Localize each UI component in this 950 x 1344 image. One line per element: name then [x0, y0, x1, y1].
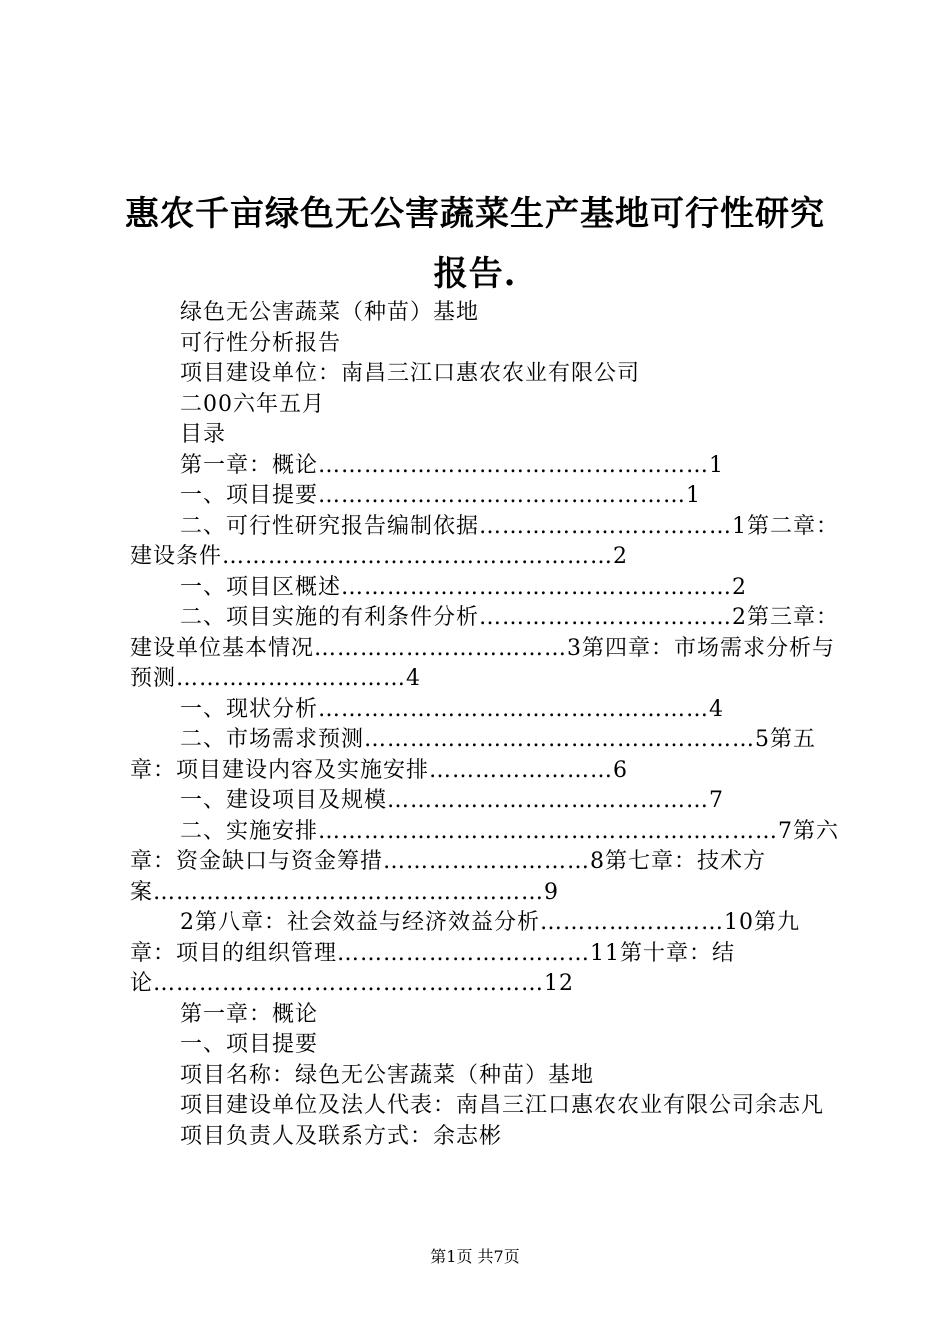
toc-entry: 2第八章：社会效益与经济效益分析……………………10第九章：项目的组织管理……………………………11第十章：结论……………………………………………12 [130, 910, 800, 996]
page-footer: 第1页 共7页 [430, 1247, 520, 1266]
toc-entry: 一、项目区概述……………………………………………2 [180, 574, 747, 600]
toc-entry: 一、建设项目及规模……………………………………7 [180, 788, 724, 813]
toc-entry: 二、实施安排……………………………………………………7第六章：资金缺口与资金筹措………………………8第七章：技术方案……………………………………………9 [130, 818, 839, 905]
toc-heading: 目录 [180, 422, 227, 447]
toc-entry: 二、项目实施的有利条件分析……………………………2第三章：建设单位基本情况……………………………3第四章：市场需求分析与预测…………………………4 [130, 605, 839, 691]
paragraph-report-name: 可行性分析报告 [180, 330, 342, 356]
paragraph-legal-representative: 项目建设单位及法人代表：南昌三江口惠农农业有限公司余志凡 [180, 1093, 825, 1118]
document-title-line-1: 惠农千亩绿色无公害蔬菜生产基地可行性研究 [125, 194, 825, 234]
toc-entry: 第一章：概论……………………………………………1 [180, 452, 724, 478]
paragraph-base-name: 绿色无公害蔬菜（种苗）基地 [180, 300, 480, 325]
paragraph-date: 二00六年五月 [180, 391, 325, 417]
document-body [130, 298, 842, 1152]
toc-entry: 二、可行性研究报告编制依据……………………………1第二章：建设条件……………………………………………2 [130, 513, 839, 569]
toc-entry: 二、市场需求预测……………………………………………5第五章：项目建设内容及实施安排……………………6 [130, 727, 816, 783]
document-title-line-2: 报告. [433, 254, 517, 294]
toc-entry: 一、现状分析……………………………………………4 [180, 696, 724, 722]
paragraph-project-name: 项目名称：绿色无公害蔬菜（种苗）基地 [180, 1062, 595, 1088]
paragraph-builder: 项目建设单位：南昌三江口惠农农业有限公司 [180, 361, 641, 386]
toc-entry: 一、项目提要…………………………………………1 [180, 483, 701, 508]
section-heading: 一、项目提要 [180, 1032, 319, 1057]
paragraph-project-lead: 项目负责人及联系方式：余志彬 [180, 1123, 503, 1149]
chapter-heading: 第一章：概论 [180, 1001, 319, 1027]
